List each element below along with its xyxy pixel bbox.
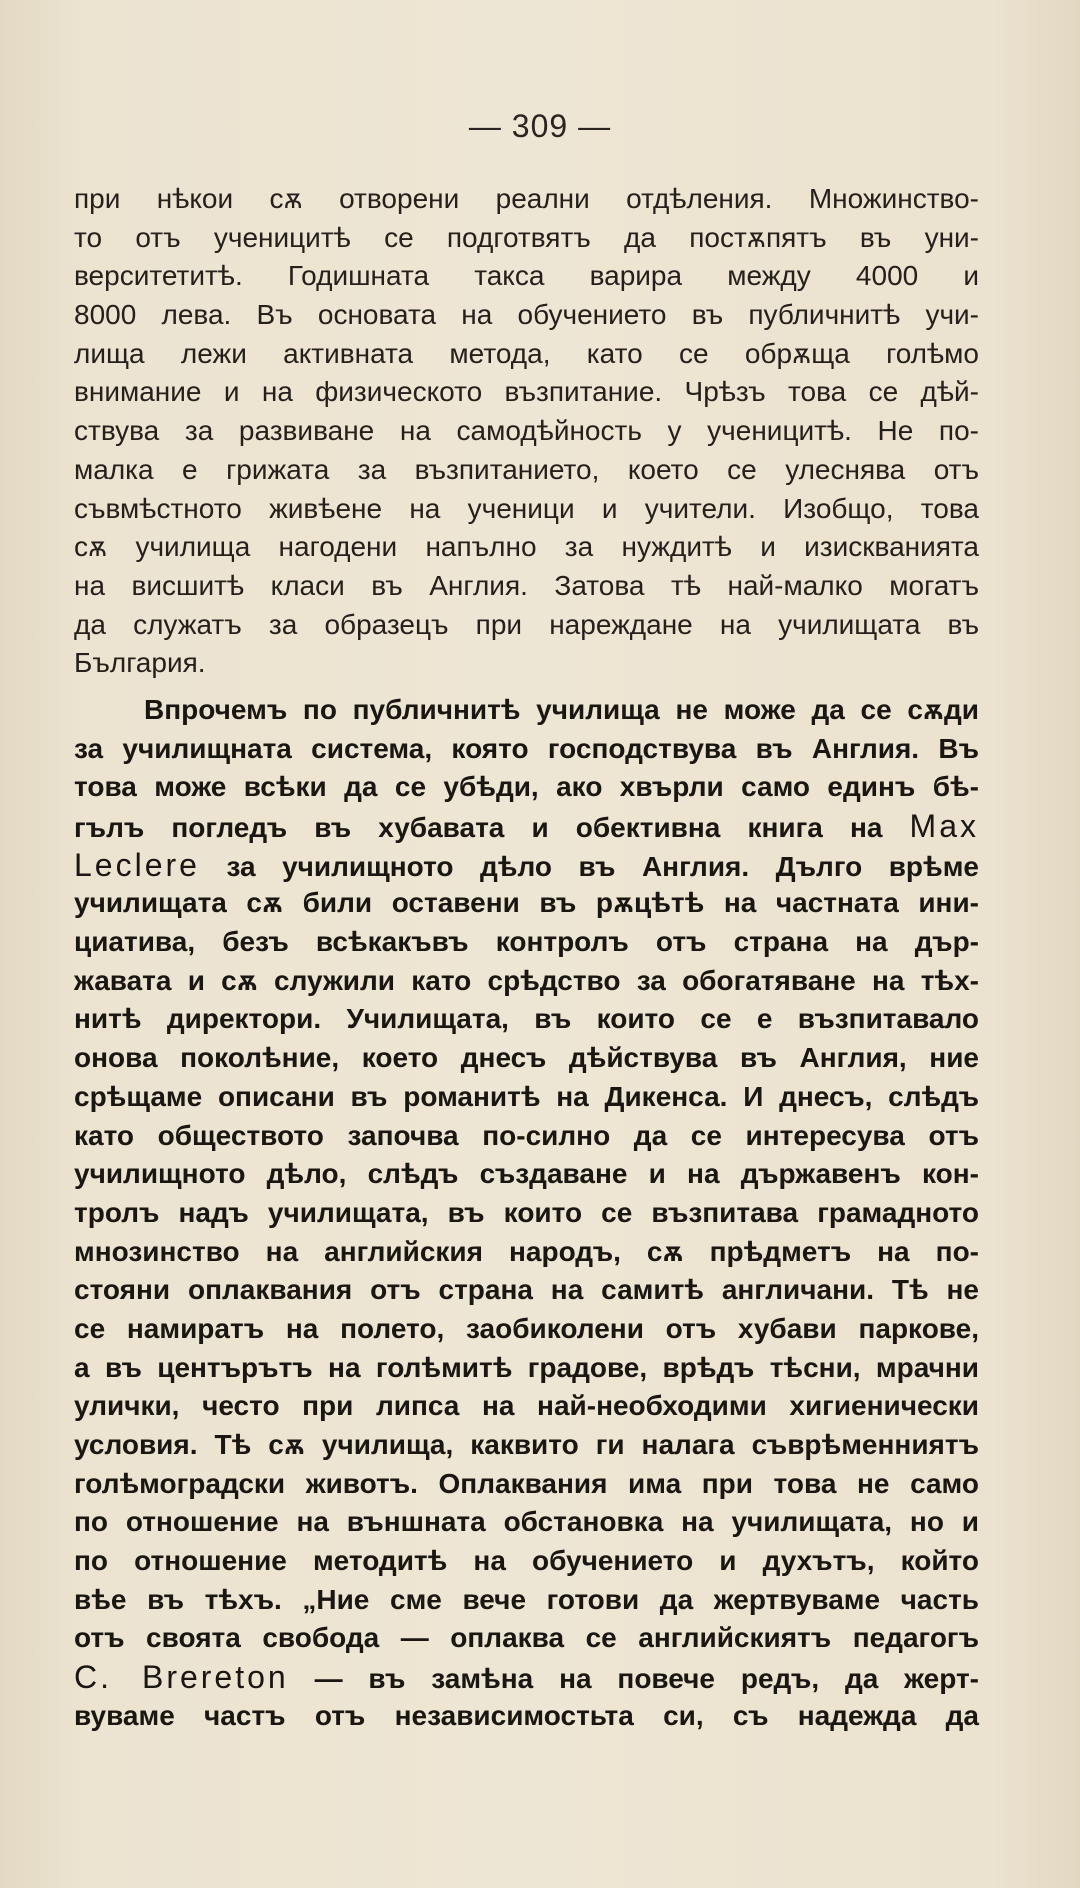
author-name-last: Leclere <box>74 846 200 883</box>
text-fragment: — въ замѣна на повече редъ, да жерт- <box>314 1663 980 1695</box>
text-line: като обществото започва по-силно да се интересува отъ <box>74 1119 979 1151</box>
text-line: ствува за развиване на самодѣйность у ученицитѣ. Не по- <box>74 415 979 447</box>
text-line: при нѣкои сѫ отворени реални отдѣления. Множинство- <box>74 183 979 214</box>
text-line-with-author <box>74 1658 979 1697</box>
text-line: по отношение на външната обстановка на училищата, но и <box>74 1506 979 1538</box>
text-line: стояни оплаквания отъ страна на самитѣ англичани. Тѣ не <box>74 1274 979 1306</box>
text-line-with-author <box>74 807 979 846</box>
text-line: България. <box>74 647 206 679</box>
text-line: училищата сѫ били оставени въ рѫцѣтѣ на частната ини- <box>74 887 979 919</box>
text-line: нитѣ директори. Училищата, въ които се е възпитавало <box>74 1003 979 1035</box>
text-line: голѣмоградски животъ. Оплаквания има при това не само <box>74 1467 979 1499</box>
text-line: лища лежи активната метода, като се обрѫща голѣмо <box>74 337 979 369</box>
text-line: а въ центърътъ на голѣмитѣ градове, врѣдъ тѣсни, мрачни <box>74 1351 979 1383</box>
text-line: вѣе въ тѣхъ. „Ние сме вече готови да жертвуваме часть <box>74 1583 979 1615</box>
text-line: срѣщаме описани въ романитѣ на Дикенса. И днесъ, слѣдъ <box>74 1080 979 1112</box>
text-line: Впрочемъ по публичнитѣ училища не може да се сѫди <box>144 693 979 725</box>
author-name-first: Max <box>909 808 979 844</box>
text-line: по отношение методитѣ на обучението и духътъ, който <box>74 1545 979 1577</box>
text-line: циатива, безъ всѣкакъвъ контролъ отъ страна на дър- <box>74 926 979 958</box>
text-line: за училищната система, която господствува въ Англия. Въ <box>74 732 979 764</box>
text-line: условия. Тѣ сѫ училища, каквито ги налага съврѣменниятъ <box>74 1429 979 1460</box>
text-line: отъ своята свобода — оплаква се английскиятъ педагогъ <box>74 1622 979 1654</box>
text-line-with-author <box>74 846 979 885</box>
text-line: се намиратъ на полето, заобиколени отъ хубави паркове, <box>74 1312 979 1344</box>
text-line: сѫ училища нагодени напълно за нуждитѣ и изискванията <box>74 531 979 563</box>
text-line: тролъ надъ училищата, въ които се възпитава грамадното <box>74 1196 979 1228</box>
text-fragment: за училищното дѣло въ Англия. Дълго врѣме <box>226 850 979 882</box>
paragraph-gap <box>74 683 979 691</box>
text-line: онова поколѣние, което днесъ дѣйствува въ Англия, ние <box>74 1042 979 1074</box>
text-line: това може всѣки да се убѣди, ако хвърли само единъ бѣ- <box>74 771 979 803</box>
text-line: то отъ ученицитѣ се подготвятъ да постѫпятъ въ уни- <box>74 221 979 253</box>
text-line: малка е грижата за възпитанието, което се улеснява отъ <box>74 453 979 485</box>
text-line: улички, често при липса на най-необходими хигиенически <box>74 1390 979 1422</box>
text-line: верситетитѣ. Годишната такса варира между 4000 и <box>74 260 979 292</box>
body-text <box>74 180 979 1736</box>
text-line: вуваме частъ отъ независимостьта си, съ надежда да <box>74 1699 979 1731</box>
page-number: — 309 — <box>468 108 612 144</box>
text-line: училищното дѣло, слѣдъ създаване и на държавенъ кон- <box>74 1158 979 1190</box>
text-line: съвмѣстното живѣене на ученици и учители. Изобщо, това <box>74 492 979 524</box>
text-line: да служатъ за образецъ при нареждане на училищата въ <box>74 608 979 640</box>
cited-author-name: C. Brereton <box>74 1659 289 1696</box>
text-line: на висшитѣ класи въ Англия. Затова тѣ най-малко могатъ <box>74 569 979 601</box>
text-line: 8000 лева. Въ основата на обучението въ публичнитѣ учи- <box>74 299 979 331</box>
text-line: жавата и сѫ служили като срѣдство за обогатяване на тѣх- <box>74 964 979 996</box>
text-fragment: гълъ погледъ въ хубавата и обективна книга на <box>74 812 883 843</box>
text-line: внимание и на физическото възпитание. Чрѣзъ това се дѣй- <box>74 376 979 408</box>
text-line: мнозинство на английския народъ, сѫ прѣдметъ на по- <box>74 1235 979 1267</box>
